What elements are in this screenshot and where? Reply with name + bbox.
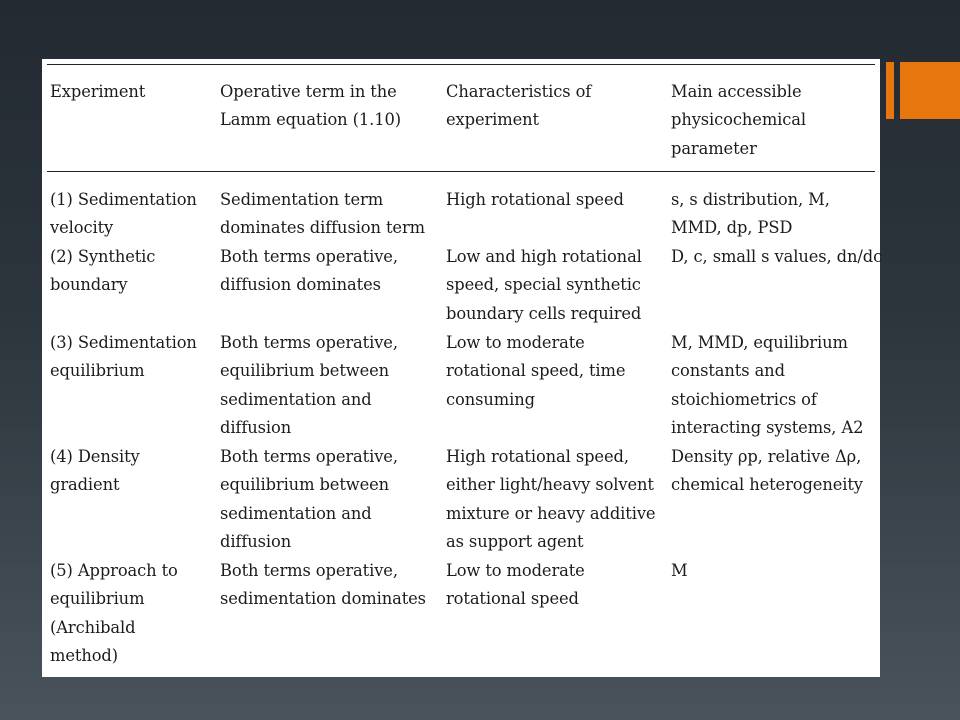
row-1-operative-term-line: Sedimentation term [220, 190, 384, 209]
row-5-operative-term-line: sedimentation dominates [220, 589, 426, 609]
row-4-parameter-line: Density ρp, relative Δρ, [671, 447, 862, 466]
row-3-operative-term-line: Both terms operative, [220, 333, 398, 352]
row-2-experiment-line: (2) Synthetic [50, 247, 156, 266]
row-2-characteristics-line: Low and high rotational [446, 247, 642, 266]
header-parameter-line: physicochemical [671, 110, 807, 130]
row-2-operative-term [220, 243, 398, 300]
row-5-experiment-line: method) [50, 646, 118, 666]
row-1-experiment-line: (1) Sedimentation [50, 190, 197, 209]
row-1-parameter [671, 186, 830, 243]
row-2-operative-term-line: diffusion dominates [220, 275, 381, 295]
row-4-experiment [50, 443, 140, 500]
accent-block [900, 62, 960, 119]
row-4-characteristics-line: as support agent [446, 532, 584, 552]
row-3-operative-term-line: equilibrium between [220, 361, 390, 381]
row-4-operative-term [220, 443, 398, 557]
row-1-operative-term-line: dominates diffusion term [220, 218, 425, 238]
row-5-operative-term [220, 557, 426, 614]
row-3-characteristics [446, 329, 625, 414]
row-3-characteristics-line: rotational speed, time [446, 361, 626, 381]
row-4-operative-term-line: equilibrium between [220, 475, 390, 495]
row-5-experiment [50, 557, 178, 671]
row-3-characteristics-line: consuming [446, 389, 535, 409]
row-5-characteristics-line: Low to moderate [446, 561, 585, 580]
row-3-experiment-line: (3) Sedimentation [50, 333, 197, 352]
row-1-experiment [50, 186, 197, 243]
row-1-parameter-line: s, s distribution, M, [671, 190, 830, 209]
header-characteristics [446, 78, 591, 135]
header-characteristics-line: Characteristics of [446, 82, 592, 101]
row-4-operative-term-line: diffusion [220, 532, 292, 552]
row-5-characteristics-line: rotational speed [446, 589, 579, 609]
header-experiment [50, 78, 145, 106]
row-1-parameter-line: MMD, dp, PSD [671, 218, 793, 238]
table-top-rule [47, 64, 875, 65]
header-experiment-line: Experiment [50, 82, 146, 101]
row-1-characteristics [446, 186, 624, 214]
row-5-experiment-line: (5) Approach to [50, 561, 178, 580]
header-parameter-line: parameter [671, 138, 757, 158]
row-2-experiment [50, 243, 155, 300]
row-2-parameter [671, 243, 882, 271]
row-2-characteristics [446, 243, 642, 328]
row-3-parameter-line: constants and [671, 361, 785, 381]
row-5-operative-term-line: Both terms operative, [220, 561, 398, 580]
row-2-experiment-line: boundary [50, 275, 128, 295]
header-characteristics-line: experiment [446, 110, 539, 130]
row-4-characteristics-line: High rotational speed, [446, 447, 629, 466]
row-5-experiment-line: (Archibald [50, 617, 136, 637]
table-panel [42, 59, 883, 677]
row-2-characteristics-line: boundary cells required [446, 303, 642, 323]
row-2-parameter-line: D, c, small s values, dn/dc [671, 247, 883, 266]
row-4-parameter-line: chemical heterogeneity [671, 475, 863, 495]
row-1-experiment-line: velocity [50, 218, 114, 238]
row-3-parameter-line: M, MMD, equilibrium [671, 333, 848, 352]
row-4-characteristics-line: either light/heavy solvent [446, 475, 654, 495]
header-operative-term-line: Lamm equation (1.10) [220, 110, 401, 130]
row-4-experiment-line: (4) Density [50, 447, 140, 466]
row-4-characteristics-line: mixture or heavy additive [446, 503, 656, 523]
row-3-characteristics-line: Low to moderate [446, 333, 585, 352]
row-3-parameter-line: stoichiometrics of [671, 389, 817, 409]
row-5-parameter-line: M [671, 561, 688, 580]
header-operative-term-line: Operative term in the [220, 82, 397, 101]
table-header-rule [47, 171, 875, 172]
header-parameter-line: Main accessible [671, 82, 802, 101]
row-1-operative-term [220, 186, 425, 243]
row-3-experiment-line: equilibrium [50, 361, 145, 381]
row-4-experiment-line: gradient [50, 475, 120, 495]
row-3-operative-term-line: diffusion [220, 418, 292, 438]
row-4-operative-term-line: Both terms operative, [220, 447, 398, 466]
row-1-characteristics-line: High rotational speed [446, 190, 624, 209]
header-parameter [671, 78, 806, 163]
row-5-characteristics [446, 557, 585, 614]
row-5-experiment-line: equilibrium [50, 589, 145, 609]
row-3-parameter [671, 329, 863, 443]
row-4-operative-term-line: sedimentation and [220, 503, 372, 523]
header-operative-term [220, 78, 401, 135]
row-3-experiment [50, 329, 197, 386]
accent-bar [886, 62, 894, 119]
row-5-parameter [671, 557, 688, 585]
row-3-parameter-line: interacting systems, A2 [671, 418, 864, 438]
row-4-characteristics [446, 443, 655, 557]
row-3-operative-term-line: sedimentation and [220, 389, 372, 409]
row-2-operative-term-line: Both terms operative, [220, 247, 398, 266]
row-4-parameter [671, 443, 863, 500]
row-2-characteristics-line: speed, special synthetic [446, 275, 641, 295]
row-3-operative-term [220, 329, 398, 443]
